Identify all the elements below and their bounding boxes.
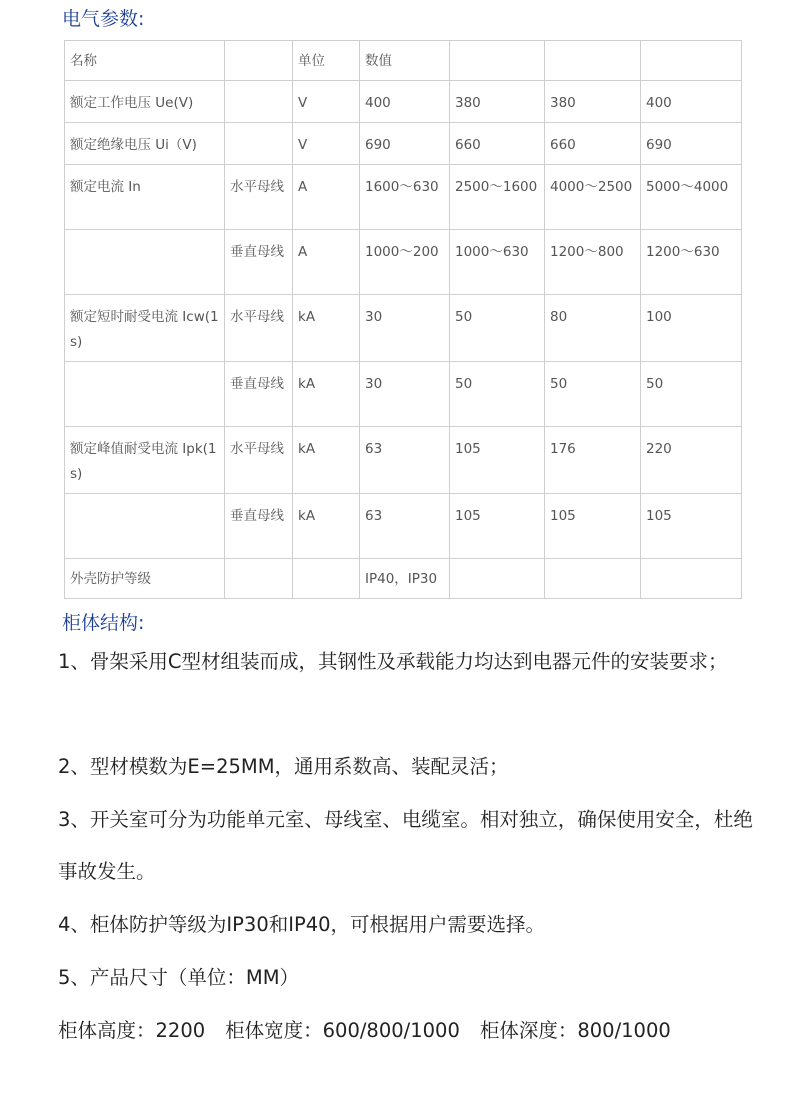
cell-busbar: 水平母线 <box>225 165 293 230</box>
cell-value-4: 105 <box>641 494 742 559</box>
cell-value-1: 30 <box>360 362 450 427</box>
cell-busbar: 水平母线 <box>225 295 293 362</box>
cell-value-3: 660 <box>545 123 641 165</box>
cell-value-1: 63 <box>360 427 450 494</box>
cabinet-width: 柜体宽度：600/800/1000 <box>225 1019 460 1042</box>
table-row <box>65 494 742 559</box>
cell-name: 额定峰值耐受电流 Ipk(1s) <box>65 427 225 494</box>
cell-value-3: 176 <box>545 427 641 494</box>
cell-busbar <box>225 123 293 165</box>
cell-value-1: 63 <box>360 494 450 559</box>
header-cell-name: 名称 <box>65 41 225 81</box>
section-title-electrical: 电气参数: <box>62 8 145 30</box>
table-header-row <box>65 41 742 81</box>
structure-item-4: 4、柜体防护等级为IP30和IP40，可根据用户需要选择。 <box>58 913 546 936</box>
cell-value-1: 690 <box>360 123 450 165</box>
cell-value-3: 4000～2500 <box>545 165 641 230</box>
cell-busbar: 垂直母线 <box>225 494 293 559</box>
cabinet-height: 柜体高度：2200 <box>58 1019 206 1042</box>
cell-unit: A <box>293 165 360 230</box>
cell-busbar: 垂直母线 <box>225 230 293 295</box>
cell-name: 额定绝缘电压 Ui（V) <box>65 123 225 165</box>
structure-item-3: 3、开关室可分为功能单元室、母线室、电缆室。相对独立，确保使用安全，杜绝事故发生。 <box>58 808 753 883</box>
cell-name <box>65 494 225 559</box>
cell-unit: kA <box>293 362 360 427</box>
section-title-structure: 柜体结构: <box>62 612 145 634</box>
cell-value-2: 1000～630 <box>450 230 545 295</box>
cell-busbar <box>225 81 293 123</box>
cell-value-4: 1200～630 <box>641 230 742 295</box>
cell-value-2 <box>450 559 545 599</box>
cell-busbar <box>225 559 293 599</box>
table-row <box>65 427 742 494</box>
cell-unit: A <box>293 230 360 295</box>
cell-value-3 <box>545 559 641 599</box>
header-cell-value-1: 数值 <box>360 41 450 81</box>
cell-value-1: 400 <box>360 81 450 123</box>
table-row <box>65 559 742 599</box>
table-row <box>65 123 742 165</box>
cell-value-2: 105 <box>450 427 545 494</box>
cell-value-3: 80 <box>545 295 641 362</box>
cell-value-4: 5000～4000 <box>641 165 742 230</box>
cell-value-2: 50 <box>450 362 545 427</box>
structure-item-5: 5、产品尺寸（单位：MM） <box>58 966 300 989</box>
header-cell-value-2 <box>450 41 545 81</box>
cell-value-3: 105 <box>545 494 641 559</box>
cabinet-depth: 柜体深度：800/1000 <box>479 1019 671 1042</box>
cell-name: 额定电流 In <box>65 165 225 230</box>
cell-value-2: 2500～1600 <box>450 165 545 230</box>
cell-value-1: 30 <box>360 295 450 362</box>
cell-name <box>65 362 225 427</box>
cell-unit <box>293 559 360 599</box>
cell-busbar: 水平母线 <box>225 427 293 494</box>
cell-value-3: 50 <box>545 362 641 427</box>
structure-item-2: 2、型材模数为E=25MM，通用系数高、装配灵活； <box>58 755 509 778</box>
cell-busbar: 垂直母线 <box>225 362 293 427</box>
cell-value-2: 380 <box>450 81 545 123</box>
table-row <box>65 165 742 230</box>
cell-value-2: 105 <box>450 494 545 559</box>
cell-value-4: 690 <box>641 123 742 165</box>
structure-item-1: 1、骨架采用C型材组装而成，其钢性及承载能力均达到电器元件的安装要求； <box>58 650 728 673</box>
cell-value-4 <box>641 559 742 599</box>
cell-unit: kA <box>293 494 360 559</box>
cell-name: 额定短时耐受电流 Icw(1s) <box>65 295 225 362</box>
table-row <box>65 230 742 295</box>
cell-value-1: 1000～200 <box>360 230 450 295</box>
cell-value-4: 50 <box>641 362 742 427</box>
cell-value-1: IP40，IP30 <box>360 559 450 599</box>
header-cell-value-4 <box>641 41 742 81</box>
table-row <box>65 81 742 123</box>
cell-unit: kA <box>293 427 360 494</box>
table-row <box>65 362 742 427</box>
cell-unit: V <box>293 123 360 165</box>
electrical-params-table <box>64 40 742 599</box>
dimensions-line <box>58 1005 758 1057</box>
cell-name <box>65 230 225 295</box>
cell-unit: kA <box>293 295 360 362</box>
cell-name: 额定工作电压 Ue(V) <box>65 81 225 123</box>
cell-value-4: 400 <box>641 81 742 123</box>
header-cell-unit: 单位 <box>293 41 360 81</box>
header-cell-busbar <box>225 41 293 81</box>
cell-name: 外壳防护等级 <box>65 559 225 599</box>
cell-unit: V <box>293 81 360 123</box>
cell-value-2: 50 <box>450 295 545 362</box>
cell-value-4: 100 <box>641 295 742 362</box>
cell-value-2: 660 <box>450 123 545 165</box>
cell-value-1: 1600～630 <box>360 165 450 230</box>
cell-value-4: 220 <box>641 427 742 494</box>
header-cell-value-3 <box>545 41 641 81</box>
cell-value-3: 1200～800 <box>545 230 641 295</box>
table-row <box>65 295 742 362</box>
cell-value-3: 380 <box>545 81 641 123</box>
